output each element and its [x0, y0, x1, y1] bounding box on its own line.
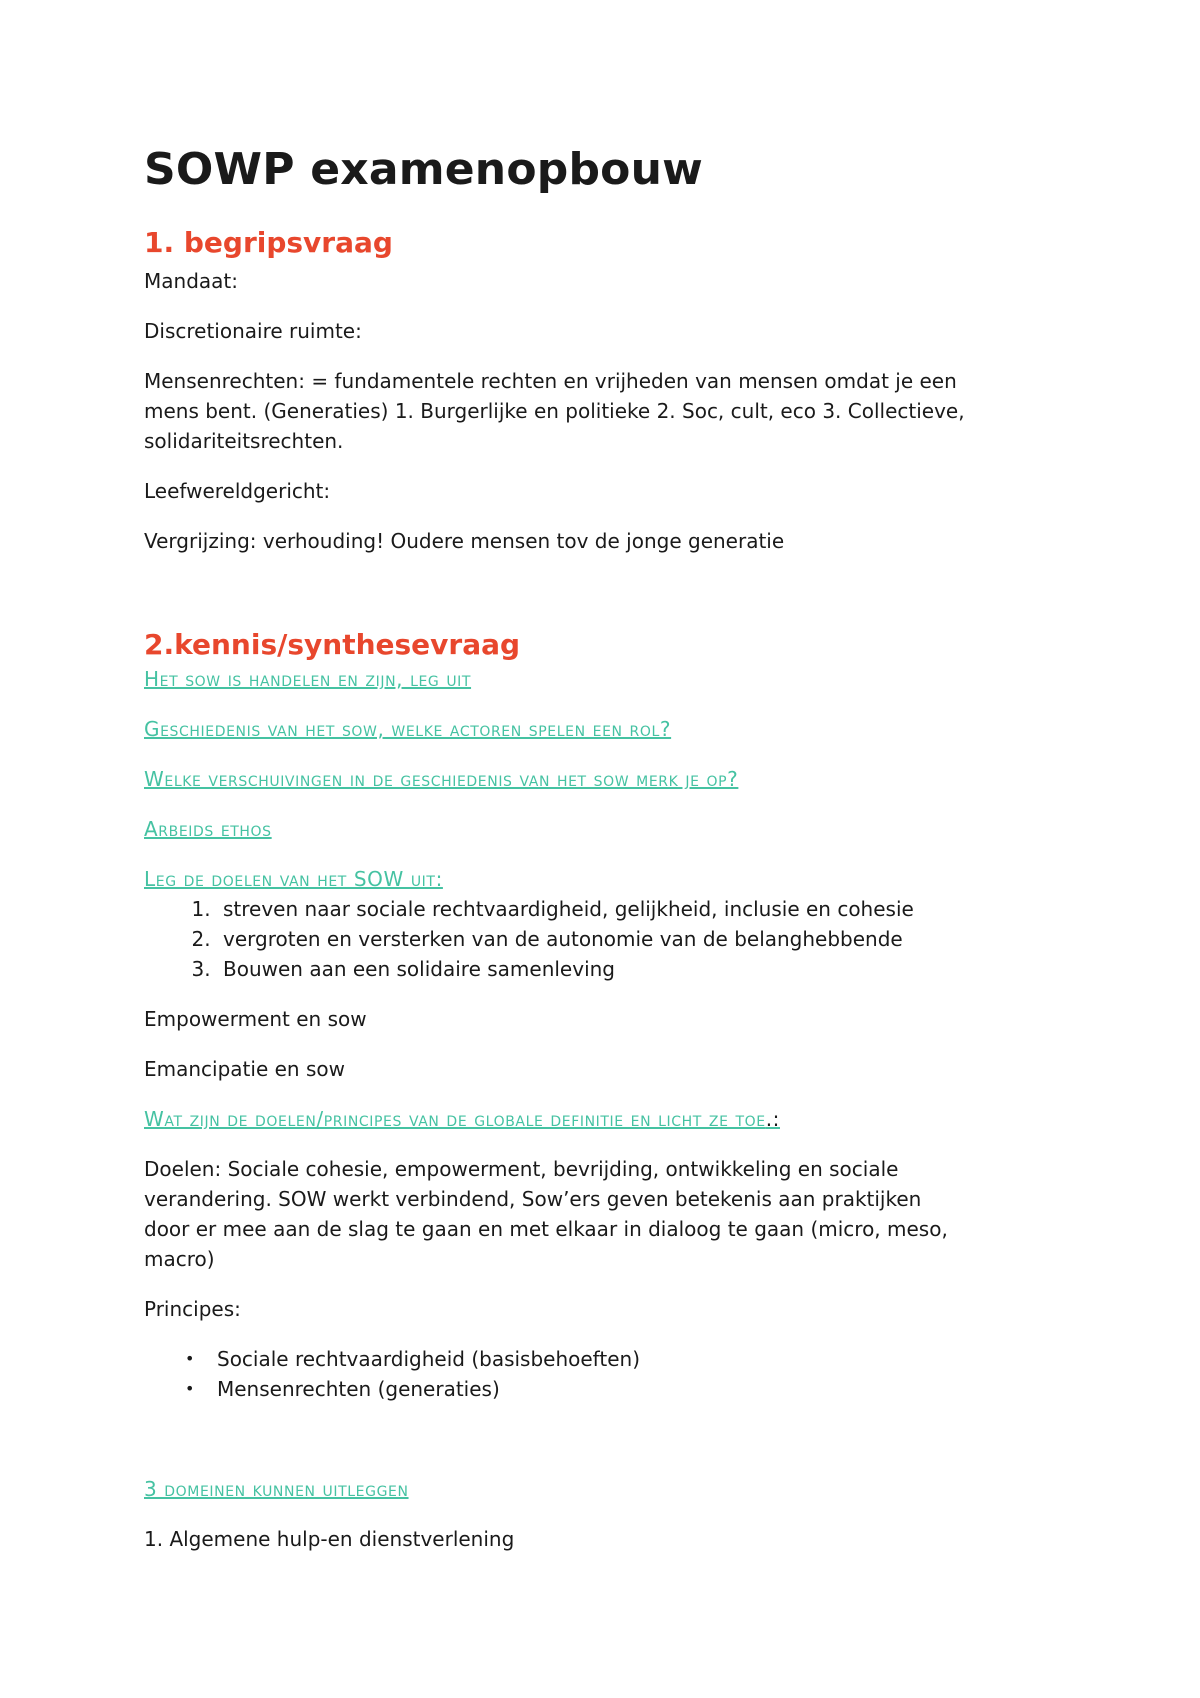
- question-globale-definitie: [144, 1104, 1074, 1134]
- document-content: [144, 140, 1074, 1554]
- doelen-line-1: Doelen: Sociale cohesie, empowerment, bevrijding, ontwikkeling en sociale: [144, 1157, 899, 1181]
- doelen-line-4: macro): [144, 1247, 215, 1271]
- doelen-paragraph: [144, 1154, 1074, 1274]
- section-heading-kennis-synthesevraag: 2.kennis/synthesevraag: [144, 628, 521, 661]
- document-title: SOWP examenopbouw: [144, 144, 703, 195]
- question-3-domeinen: 3 domeinen kunnen uitleggen: [144, 1477, 409, 1501]
- doelen-line-3: door er mee aan de slag te gaan en met elkaar in dialoog te gaan (micro, meso,: [144, 1217, 948, 1241]
- domain-item-1: 1. Algemene hulp-en dienstverlening: [144, 1527, 515, 1551]
- bullet-icon: •: [185, 1379, 195, 1398]
- emancipatie-en-sow: Emancipatie en sow: [144, 1057, 345, 1081]
- term-mensenrechten: [144, 366, 1074, 456]
- question-arbeids-ethos: Arbeids ethos: [144, 817, 272, 841]
- question-handelen-en-zijn: Het sow is handelen en zijn, leg uit: [144, 667, 472, 691]
- doelen-line-2: verandering. SOW werkt verbindend, Sow’ers geven betekenis aan praktijken: [144, 1187, 922, 1211]
- principes-label: Principes:: [144, 1297, 241, 1321]
- question-globale-definitie-text: Wat zijn de doelen/principes van de globale definitie en licht ze toe: [144, 1107, 766, 1131]
- goals-list: [144, 894, 1074, 984]
- section-heading-begripsvraag: 1. begripsvraag: [144, 226, 393, 259]
- question-verschuivingen: Welke verschuivingen in de geschiedenis van het sow merk je op?: [144, 767, 739, 791]
- term-leefwereldgericht: Leefwereldgericht:: [144, 479, 331, 503]
- term-vergrijzing: Vergrijzing: verhouding! Oudere mensen tov de jonge generatie: [144, 529, 785, 553]
- question-globale-definitie-suffix: .:: [765, 1107, 780, 1131]
- principe-text: Sociale rechtvaardigheid (basisbehoeften): [217, 1347, 640, 1371]
- term-mandaat: Mandaat:: [144, 269, 238, 293]
- mensenrechten-line-3: solidariteitsrechten.: [144, 429, 344, 453]
- principe-text: Mensenrechten (generaties): [217, 1377, 500, 1401]
- principe-item: [182, 1344, 1074, 1374]
- mensenrechten-line-1: Mensenrechten: = fundamentele rechten en vrijheden van mensen omdat je een: [144, 369, 957, 393]
- empowerment-en-sow: Empowerment en sow: [144, 1007, 367, 1031]
- principes-list: [144, 1344, 1074, 1404]
- goal-item: 2. vergroten en versterken van de autonomie van de belanghebbende: [217, 924, 1074, 954]
- bullet-icon: •: [185, 1349, 195, 1368]
- principe-item: [182, 1374, 1074, 1404]
- goal-item: 1. streven naar sociale rechtvaardigheid, gelijkheid, inclusie en cohesie: [217, 894, 1074, 924]
- question-doelen-sow: Leg de doelen van het SOW uit:: [144, 867, 443, 891]
- mensenrechten-line-2: mens bent. (Generaties) 1. Burgerlijke en politieke 2. Soc, cult, eco 3. Collectieve,: [144, 399, 965, 423]
- question-geschiedenis-actoren: Geschiedenis van het sow, welke actoren spelen een rol?: [144, 717, 672, 741]
- goal-item: 3. Bouwen aan een solidaire samenleving: [217, 954, 1074, 984]
- term-discretionaire-ruimte: Discretionaire ruimte:: [144, 319, 362, 343]
